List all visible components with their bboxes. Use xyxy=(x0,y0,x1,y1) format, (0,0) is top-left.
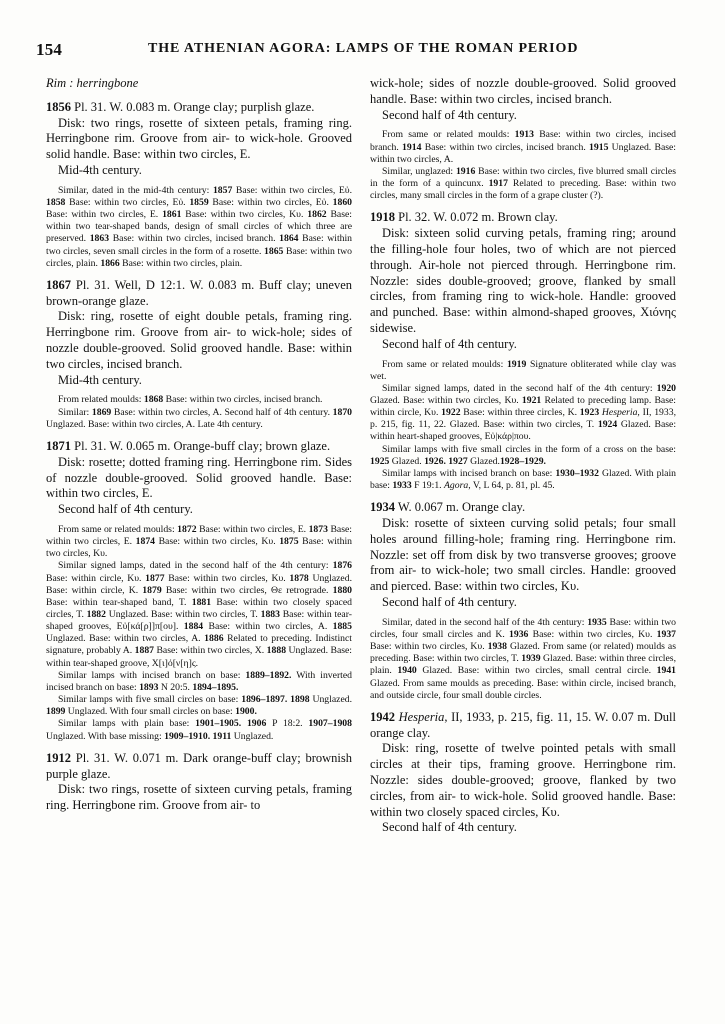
catalogue-number: 1877 xyxy=(145,572,165,584)
catalogue-number: 1868 xyxy=(143,394,164,406)
italic-reference: Agora xyxy=(444,480,469,492)
catalogue-entry: 1934 W. 0.067 m. Orange clay. xyxy=(370,500,526,515)
catalogue-number: 1912 xyxy=(46,750,71,765)
catalogue-number: 1900. xyxy=(235,706,257,718)
catalogue-number: 1862 xyxy=(307,209,327,221)
catalogue-number: 1924 xyxy=(597,419,618,431)
catalogue-number: 1918 xyxy=(370,210,395,225)
catalogue-number: 1872 xyxy=(177,523,197,535)
entry-description: Disk: two rings, rosette of sixteen petals, framing ring. Herringbone rim. Groove from air- to wick-hole. Grooved solid handle. Base: within two circles, E. xyxy=(46,115,352,162)
catalogue-entry: 1856 Pl. 31. W. 0.083 m. Orange clay; purplish glaze. xyxy=(46,99,315,114)
catalogue-number: 1916 xyxy=(455,165,476,177)
catalogue-number: 1922 xyxy=(441,407,461,419)
catalogue-number: 1880 xyxy=(332,584,352,596)
catalogue-entry: 1942 Hesperia, II, 1933, p. 215, fig. 11, 15. W. 0.07 m. Dull orange clay. xyxy=(370,709,676,740)
catalogue-number: 1925 xyxy=(370,455,390,467)
catalogue-number: 1894–1895. xyxy=(192,681,239,693)
entry-date: Second half of 4th century. xyxy=(382,107,517,122)
catalogue-entry: 1918 Pl. 32. W. 0.072 m. Brown clay. xyxy=(370,210,558,225)
section-heading: Rim : herringbone xyxy=(46,76,139,90)
related-note: Similar lamps with five small circles on base: 1896–1897. 1898 Unglazed. 1899 Unglazed. With four small circles on base: 1900. xyxy=(46,694,353,718)
catalogue-number: 1882 xyxy=(86,609,106,620)
catalogue-number: 1920 xyxy=(656,382,676,394)
catalogue-number: 1856 xyxy=(46,99,71,114)
entry-description: Disk: rosette of sixteen curving solid petals; four small holes around filling-hole; framing ring. Herringbone rim. Nozzle: set off from disk by two transverse grooves; groove from air- to wick-hole; two small circles. Handle: grooved and pierced. Base: within two circles, Κυ. xyxy=(370,516,676,594)
related-note: Similar signed lamps, dated in the second half of the 4th century: 1876 Base: within circle, Κυ. 1877 Base: within two circles, Κυ. 1878 Unglazed. Base: within circle, K. 1879 Base: within two circles, Θε retrograde. 1880 Base: within tear-shaped band, T. 1881 Base: within two closely spaced circles, T. 1882 Unglazed. Base: within two circles, T. 1883 Base: within tear-shaped grooves, Εὐ[κά[ρ]]π[ου]. 1884 Base: within two circles, A. 1885 Unglazed. Base: within two circles, A. 1886 Related to preceding. Indistinct signature, probably A. 1887 Base: within two circles, X. 1888 Unglazed. Base: within tear-shaped groove, Χ[ι]ό[ν[η]ς. xyxy=(46,560,352,669)
entry-description: Disk: sixteen solid curving petals, framing ring; around the filling-hole four holes, two of which are not pierced through. Air-hole not pierced through. Herringbone rim. Nozzle: sides double-grooved; groove, flanked by small circles, from framing ring to wick-hole. Handle: grooved and punched. Base: within almond-shaped grooves, Χιόνης sidewise. xyxy=(370,226,676,335)
catalogue-number: 1909–1910. xyxy=(164,730,211,742)
catalogue-number: 1899 xyxy=(46,706,66,718)
related-note: Similar lamps with incised branch on base: 1889–1892. With inverted incised branch on base: 1893 N 20:5. 1894–1895. xyxy=(46,669,353,693)
related-note: From same or related moulds: 1919 Signature obliterated while clay was wet. xyxy=(370,358,676,382)
italic-reference: Hesperia xyxy=(599,407,638,419)
catalogue-number: 1859 xyxy=(189,196,209,208)
catalogue-number: 1927 xyxy=(448,455,468,467)
catalogue-number: 1898 xyxy=(290,694,310,706)
catalogue-number: 1887 xyxy=(134,645,154,657)
catalogue-entry: 1871 Pl. 31. W. 0.065 m. Orange-buff clay; brown glaze. xyxy=(46,438,331,453)
related-note: Similar: 1869 Base: within two circles, A. Second half of 4th century. 1870 Unglazed. Base: within two circles, A. Late 4th century. xyxy=(46,406,353,430)
catalogue-number: 1876 xyxy=(332,560,352,572)
page-number: 154 xyxy=(36,40,63,59)
catalogue-number: 1935 xyxy=(587,616,607,628)
entry-description: Disk: ring, rosette of eight double petals, framing ring. Herringbone rim. Groove from air- to wick-hole; sides of nozzle double-grooved. Solid grooved handle. Base: within two circles, incised branch. xyxy=(46,309,352,371)
catalogue-number: 1937 xyxy=(656,628,676,640)
catalogue-number: 1933 xyxy=(392,480,412,492)
related-note: Similar lamps with plain base: 1901–1905. 1906 P 18:2. 1907–1908 Unglazed. With base missing: 1909–1910. 1911 Unglazed. xyxy=(46,718,352,742)
catalogue-number: 1864 xyxy=(279,233,299,245)
entry-description: Disk: rosette; dotted framing ring. Herringbone rim. Sides of nozzle double-grooved. Solid grooved handle. Base: within two circles, E. xyxy=(46,454,352,501)
related-note: From same or related moulds: 1913 Base: within two circles, incised branch. 1914 Base: within two circles, incised branch. 1915 Unglazed. Base: within two circles, A. xyxy=(370,129,677,165)
right-column xyxy=(370,76,676,836)
catalogue-number: 1913 xyxy=(514,129,534,141)
catalogue-number: 1907–1908 xyxy=(308,718,352,730)
catalogue-number: 1901–1905. xyxy=(195,718,242,730)
catalogue-number: 1861 xyxy=(162,209,182,221)
catalogue-number: 1917 xyxy=(488,178,508,190)
catalogue-number: 1939 xyxy=(521,653,541,665)
entry-date: Mid-4th century. xyxy=(58,162,142,177)
catalogue-number: 1921 xyxy=(521,394,542,406)
catalogue-number: 1857 xyxy=(212,184,233,196)
catalogue-number: 1879 xyxy=(142,584,162,596)
catalogue-number: 1860 xyxy=(332,196,352,208)
catalogue-number: 1884 xyxy=(183,621,204,633)
related-note: Similar signed lamps, dated in the second half of the 4th century: 1920 Glazed. Base: within two circles, Κυ. 1921 Related to preceding lamp. Base: within circle, Κυ. 1922 Base: within three circles, K. 1923 Hesperia, II, 1933, p. 215, fig. 11, 22. Glazed. Base: within two circles, T. 1924 Glazed. Base: within heart-shaped grooves, Εὐ|κάρ|που. xyxy=(370,382,677,443)
catalogue-number: 1926. xyxy=(424,455,446,467)
catalogue-number: 1928–1929. xyxy=(499,455,546,467)
catalogue-number: 1889–1892. xyxy=(245,669,292,681)
catalogue-number: 1893 xyxy=(139,681,159,693)
related-note: Similar, unglazed: 1916 Base: within two circles, five blurred small circles in the form of a quincunx. 1917 Related to preceding. Base: within two circles, many small circles in the form of a grape cluster (?). xyxy=(370,165,676,202)
entry-date: Second half of 4th century. xyxy=(382,595,517,609)
left-column xyxy=(46,76,352,814)
catalogue-number: 1911 xyxy=(212,730,232,742)
catalogue-number: 1934 xyxy=(370,500,395,515)
catalogue-entry: 1867 Pl. 31. Well, D 12:1. W. 0.083 m. Buff clay; uneven brown-orange glaze. xyxy=(46,277,352,308)
catalogue-number: 1871 xyxy=(46,438,71,453)
catalogue-number: 1883 xyxy=(260,609,280,620)
catalogue-number: 1873 xyxy=(308,523,328,535)
catalogue-number: 1881 xyxy=(191,596,212,608)
catalogue-number: 1942 xyxy=(370,709,395,724)
catalogue-number: 1919 xyxy=(506,358,527,370)
catalogue-number: 1863 xyxy=(89,233,110,245)
catalogue-number: 1866 xyxy=(100,257,120,269)
catalogue-number: 1874 xyxy=(135,536,156,548)
catalogue-number: 1869 xyxy=(91,406,112,418)
catalogue-number: 1885 xyxy=(332,621,352,633)
catalogue-number: 1870 xyxy=(332,406,353,418)
entry-description: Disk: two rings, rosette of sixteen curving petals, framing ring. Herringbone rim. Groove from air- to xyxy=(46,782,352,813)
catalogue-number: 1914 xyxy=(402,141,422,153)
entry-date: Second half of 4th century. xyxy=(382,820,517,835)
catalogue-number: 1867 xyxy=(46,277,71,292)
entry-date: Second half of 4th century. xyxy=(382,336,517,351)
catalogue-number: 1858 xyxy=(46,196,66,208)
page-header xyxy=(36,40,690,64)
related-note: Similar, dated in the second half of the 4th century: 1935 Base: within two circles, four small circles and K. 1936 Base: within two circles, Κυ. 1937 Base: within two circles, Κυ. 1938 Glazed. From same (or related) moulds as preceding. Base: within two circles, T. 1939 Glazed. Base: within three circles, plain. 1940 Glazed. Base: within two circles, small central circle. 1941 Glazed. From same moulds as preceding. Base: within circle, incised branch, and outside circle, four small double circles. xyxy=(370,616,676,701)
catalogue-number: 1875 xyxy=(279,536,299,548)
catalogue-number: 1878 xyxy=(289,572,309,584)
related-note: From same or related moulds: 1872 Base: within two circles, E. 1873 Base: within two circles, E. 1874 Base: within two circles, Κυ. 1875 Base: within two circles, Κυ. xyxy=(46,523,352,560)
catalogue-entry: 1912 Pl. 31. W. 0.071 m. Dark orange-buff clay; brownish purple glaze. xyxy=(46,750,352,781)
catalogue-number: 1940 xyxy=(397,665,417,677)
catalogue-number: 1938 xyxy=(487,641,507,653)
related-note: Similar, dated in the mid-4th century: 1857 Base: within two circles, Εὐ. 1858 Base: within two circles, Εὐ. 1859 Base: within two circles, Εὐ. 1860 Base: within two circles, E. 1861 Base: within two circles, Κυ. 1862 Base: within two tear-shaped bands, design of small circles of which three are preserved. 1863 Base: within two circles, incised branch. 1864 Base: within two circles, seven small circles in the form of a rosette. 1865 Base: within two circles, plain. 1866 Base: within two circles, plain. xyxy=(46,184,353,269)
italic-reference: Hesperia xyxy=(395,709,445,724)
entry-description: wick-hole; sides of nozzle double-grooved. Solid grooved handle. Base: within two circles, incised branch. xyxy=(370,76,676,106)
catalogue-number: 1888 xyxy=(266,645,287,657)
entry-date: Second half of 4th century. xyxy=(58,502,193,517)
catalogue-number: 1906 xyxy=(246,718,267,730)
catalogue-number: 1886 xyxy=(204,633,224,645)
running-title: THE ATHENIAN AGORA: LAMPS OF THE ROMAN PERIOD xyxy=(148,41,579,56)
entry-description: Disk: ring, rosette of twelve pointed petals with small circles at their tips, framing groove. Herringbone rim. Nozzle: sides double-grooved; groove, flanked by two circles, from air- to wick-hole. Solid grooved handle. Base: within two closely spaced circles, Κυ. xyxy=(370,741,676,819)
catalogue-number: 1941 xyxy=(656,665,676,677)
catalogue-number: 1896–1897. xyxy=(241,694,288,706)
catalogue-number: 1930–1932 xyxy=(555,467,599,479)
catalogue-number: 1865 xyxy=(264,245,284,257)
related-note: Similar lamps with five small circles in the form of a cross on the base: 1925 Glazed. 1926. 1927 Glazed.1928–1929. xyxy=(370,443,676,467)
related-note: From related moulds: 1868 Base: within two circles, incised branch. xyxy=(58,394,323,406)
catalogue-number: 1923 xyxy=(579,407,600,419)
entry-date: Mid-4th century. xyxy=(58,372,142,387)
catalogue-number: 1936 xyxy=(509,628,529,640)
related-note: Similar lamps with incised branch on base: 1930–1932 Glazed. With plain base: 1933 F 19:1. Agora, V, L 64, p. 81, pl. 45. xyxy=(370,467,676,492)
catalogue-number: 1915 xyxy=(589,141,609,153)
